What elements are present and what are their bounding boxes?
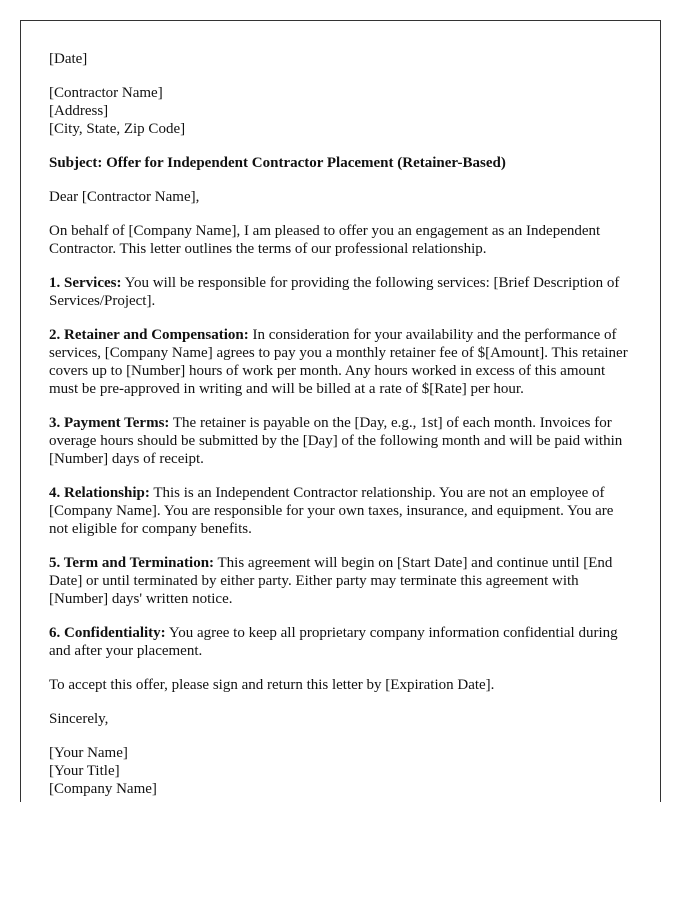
section-relationship: 4. Relationship: This is an Independent Contractor relationship. You are not an employee of [Company Name]. You are responsible for your own taxes, insurance, and equipment. You are not eligible for company benefits.: [49, 485, 614, 537]
closing-request: To accept this offer, please sign and return this letter by [Expiration Date].: [49, 677, 495, 693]
section-confidentiality: 6. Confidentiality: You agree to keep all proprietary company information confidential during and after your placement.: [49, 625, 618, 659]
signature-block: [49, 744, 630, 798]
signature-company: [Company Name]: [49, 781, 157, 797]
section-services: 1. Services: You will be responsible for providing the following services: [Brief Description of Services/Project].: [49, 275, 620, 309]
letter-page: [20, 20, 661, 802]
signature-title: [Your Title]: [49, 763, 120, 779]
recipient-city: [City, State, Zip Code]: [49, 121, 186, 137]
signature-name: [Your Name]: [49, 745, 128, 761]
intro-paragraph: On behalf of [Company Name], I am pleased to offer you an engagement as an Independent Contractor. This letter outlines the terms of our professional relationship.: [49, 223, 601, 257]
section-retainer: 2. Retainer and Compensation: In consideration for your availability and the performance of services, [Company Name] agrees to pay you a monthly retainer fee of $[Amount]. This retainer covers up to [Number] hours of work per month. Any hours worked in excess of this amount must be pre-approved in writing and will be billed at a rate of $[Rate] per hour.: [49, 327, 628, 397]
recipient-address: [Address]: [49, 103, 109, 119]
subject-line: Subject: Offer for Independent Contractor Placement (Retainer-Based): [49, 155, 506, 171]
date: [Date]: [49, 51, 88, 67]
section-term: 5. Term and Termination: This agreement will begin on [Start Date] and continue until [End Date] or until terminated by either party. Either party may terminate this agreement with [Number] days' written notice.: [49, 555, 613, 607]
section-payment-terms: 3. Payment Terms: The retainer is payable on the [Day, e.g., 1st] of each month. Invoices for overage hours should be submitted by the [Day] of the following month and will be paid within [Number] days of receipt.: [49, 415, 623, 467]
salutation: Dear [Contractor Name],: [49, 189, 200, 205]
recipient-name: [Contractor Name]: [49, 85, 163, 101]
signoff: Sincerely,: [49, 711, 109, 727]
recipient-address-block: [49, 84, 630, 138]
